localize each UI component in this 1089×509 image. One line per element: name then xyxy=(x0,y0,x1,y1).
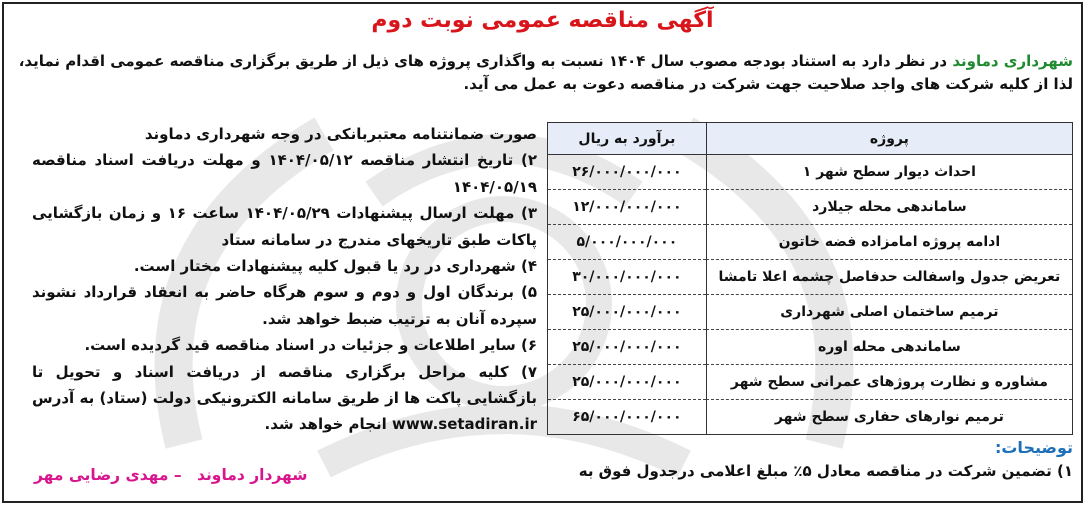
project-name: ساماندهی محله اوره xyxy=(706,329,1072,364)
signature-name: – مهدی رضایی مهر xyxy=(34,466,182,484)
column-header-cost: برآورد به ریال xyxy=(548,123,706,155)
project-cost: ۱۲/۰۰۰/۰۰۰/۰۰۰ xyxy=(548,189,706,224)
project-name: ترمیم ساختمان اصلی شهرداری xyxy=(706,294,1072,329)
table-row xyxy=(548,155,1072,189)
table-row xyxy=(548,329,1072,364)
table-row xyxy=(548,224,1072,259)
table-row xyxy=(548,189,1072,224)
project-cost: ۲۵/۰۰۰/۰۰۰/۰۰۰ xyxy=(548,329,706,364)
project-name: احداث دیوار سطح شهر ۱ xyxy=(706,155,1072,189)
project-cost: ۵/۰۰۰/۰۰۰/۰۰۰ xyxy=(548,224,706,259)
signature-title: شهردار دماوند xyxy=(197,466,308,484)
table-row xyxy=(548,294,1072,329)
project-name: ادامه پروژه امامزاده فضه خاتون xyxy=(706,224,1072,259)
project-cost: ۳۰/۰۰۰/۰۰۰/۰۰۰ xyxy=(548,259,706,294)
page-title: آگهی مناقصه عمومی نوبت دوم xyxy=(371,8,714,33)
note-item-1-continuation: صورت ضمانتنامه معتبربانکی در وجه شهرداری دماوند xyxy=(144,125,537,143)
project-name: ترمیم نوارهای حفاری سطح شهر xyxy=(706,399,1072,434)
note-item-2: ۲) تاریخ انتشار مناقصه ۱۴۰۴/۰۵/۱۲ و مهلت دریافت اسناد مناقصه ۱۴۰۴/۰۵/۱۹ xyxy=(32,151,537,196)
signature xyxy=(34,466,308,484)
table-row xyxy=(548,364,1072,399)
column-header-project: پروژه xyxy=(706,123,1072,155)
note-item-1: ۱) تضمین شرکت در مناقصه معادل ۵٪ مبلغ اعلامی درجدول فوق به xyxy=(578,462,1073,480)
table-row xyxy=(548,399,1072,434)
intro-line-2: لذا از کلیه شرکت های واجد صلاحیت جهت شرکت در مناقصه دعوت به عمل می آید. xyxy=(463,75,1073,93)
conditions-list xyxy=(32,121,537,438)
note-item-6: ۶) سایر اطلاعات و جزئیات در اسناد مناقصه قید گردیده است. xyxy=(84,336,537,355)
project-name: ساماندهی محله جیلارد xyxy=(706,189,1072,224)
note-item-4: ۴) شهرداری در رد یا قبول کلیه پیشنهادات مختار است. xyxy=(133,257,537,276)
intro-line-1: در نظر دارد به استناد بودجه مصوب سال ۱۴۰۴ نسبت به واگذاری پروژه های ذیل از طریق برگزاری مناقصه عمومی اقدام نماید، xyxy=(18,52,953,70)
table-header-row xyxy=(548,123,1072,155)
advertisement-frame xyxy=(2,2,1083,503)
table-row xyxy=(548,259,1072,294)
organization-name: شهرداری دماوند xyxy=(952,52,1073,70)
project-cost: ۶۵/۰۰۰/۰۰۰/۰۰۰ xyxy=(548,399,706,434)
project-cost: ۲۶/۰۰۰/۰۰۰/۰۰۰ xyxy=(572,164,682,180)
project-cost: ۲۵/۰۰۰/۰۰۰/۰۰۰ xyxy=(548,364,706,399)
projects-table xyxy=(547,122,1073,435)
project-name: مشاوره و نظارت پروژهای عمرانی سطح شهر xyxy=(706,364,1072,399)
project-name: تعریض جدول واسفالت حدفاصل چشمه اعلا تامشا xyxy=(706,259,1072,294)
note-item-5: ۵) برندگان اول و دوم و سوم هرگاه حاضر به انعقاد قرارداد نشوند سپرده آنان به ترتیب ضبط خواهد شد. xyxy=(32,283,537,328)
note-item-7: ۷) کلیه مراحل برگزاری مناقصه از دریافت اسناد و تحویل تا بازگشایی پاکت ها از طریق سامانه الکترونیکی دولت (ستاد) به آدرس www.setadiran.ir انجام خواهد شد. xyxy=(32,362,537,434)
project-cost: ۲۵/۰۰۰/۰۰۰/۰۰۰ xyxy=(548,294,706,329)
note-item-3: ۳) مهلت ارسال پیشنهادات ۱۴۰۴/۰۵/۲۹ ساعت ۱۶ و زمان بازگشایی پاکات طبق تاریخهای مندرج در سامانه ستاد xyxy=(32,204,537,249)
notes-heading: توضیحات: xyxy=(994,438,1073,457)
intro-paragraph xyxy=(12,50,1073,96)
